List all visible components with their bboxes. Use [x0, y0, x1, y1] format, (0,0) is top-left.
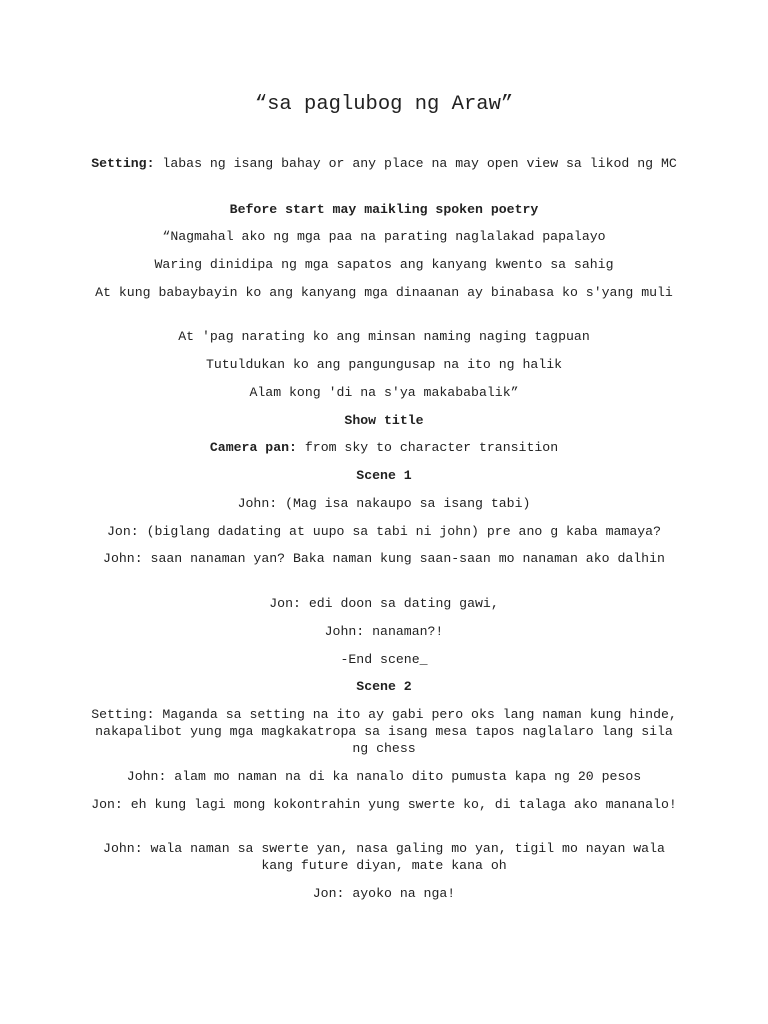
show-title-note: Show title	[344, 413, 424, 428]
dialogue-line: Jon: ayoko na nga!	[312, 886, 456, 901]
dialogue-line: John: saan nanaman yan? Baka naman kung saan-saan mo nanaman ako dalhin	[103, 551, 665, 566]
scene-2-heading: Scene 2	[356, 679, 412, 694]
poem-line: Tutuldukan ko ang pangungusap na ito ng halik	[205, 357, 563, 372]
poem-line: At kung babaybayin ko ang kanyang mga dinaanan ay binabasa ko s'yang muli	[95, 285, 673, 300]
poem-line: Waring dinidipa ng mga sapatos ang kanyang kwento sa sahig	[154, 257, 614, 272]
dialogue-line: Jon: (biglang dadating at uupo sa tabi ni john) pre ano g kaba mamaya?	[107, 524, 661, 539]
setting-label: Setting:	[91, 156, 155, 171]
camera-pan-label: Camera pan:	[209, 440, 297, 455]
before-start-note: Before start may maikling spoken poetry	[229, 202, 539, 217]
dialogue-line: John: alam mo naman na di ka nanalo dito pumusta kapa ng 20 pesos	[126, 769, 642, 784]
document-title: “sa paglubog ng Araw”	[254, 93, 514, 116]
setting-paragraph	[88, 155, 680, 172]
camera-pan-paragraph	[88, 439, 680, 456]
scene-1-heading: Scene 1	[356, 468, 412, 483]
scene-end-marker: -End scene_	[340, 652, 428, 667]
poem-line: At 'pag narating ko ang minsan naming naging tagpuan	[178, 329, 590, 344]
scene-2-setting: Setting: Maganda sa setting na ito ay gabi pero oks lang naman kung hinde, nakapalibot yung mga magkakatropa sa isang mesa tapos naglalaro lang sila ng chess	[91, 707, 677, 756]
setting-text: labas ng isang bahay or any place na may open view sa likod ng MC	[154, 156, 677, 171]
dialogue-line: Jon: eh kung lagi mong kokontrahin yung swerte ko, di talaga ako mananalo!	[91, 797, 677, 812]
poem-line: “Nagmahal ako ng mga paa na parating naglalakad papalayo	[162, 229, 606, 244]
dialogue-line: John: (Mag isa nakaupo sa isang tabi)	[237, 496, 531, 511]
poem-line: Alam kong 'di na s'ya makababalik”	[249, 385, 519, 400]
dialogue-line: Jon: edi doon sa dating gawi,	[269, 596, 499, 611]
dialogue-line: John: wala naman sa swerte yan, nasa galing mo yan, tigil mo nayan wala kang future diyan, mate kana oh	[103, 841, 665, 873]
dialogue-line: John: nanaman?!	[324, 624, 444, 639]
camera-pan-text: from sky to character transition	[296, 440, 559, 455]
